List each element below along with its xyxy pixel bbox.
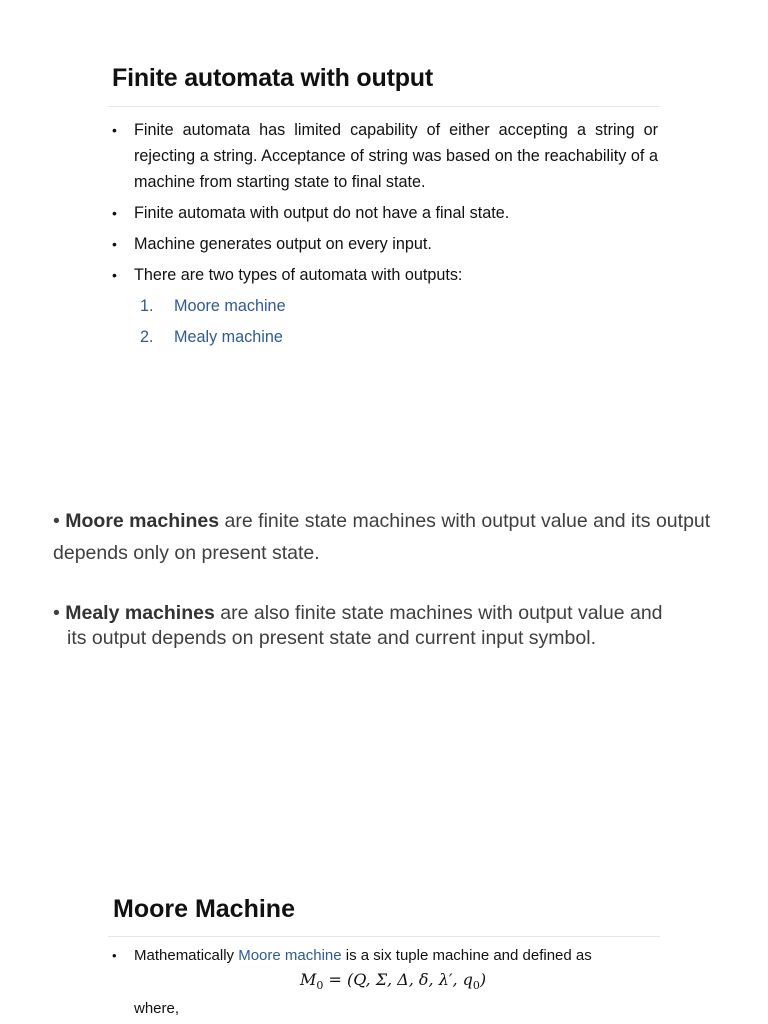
bullet-glyph: •: [112, 122, 117, 138]
formula-lhs-sub: 0: [316, 979, 324, 993]
slide-title-moore-machine: Moore Machine: [113, 895, 295, 923]
bullet-item: [112, 117, 658, 195]
slide-title-finite-automata: Finite automata with output: [112, 64, 433, 92]
bullet-glyph: •: [53, 510, 60, 532]
moore-tuple-formula: [300, 970, 486, 992]
bullet-glyph: •: [53, 602, 60, 624]
bullet-text: Machine generates output on every input.: [134, 235, 432, 253]
mealy-definition: [53, 601, 713, 651]
mealy-machine-link[interactable]: Mealy machine: [174, 328, 283, 346]
bullet-text: Finite automata has limited capability of either accepting a string or rejecting a string. Acceptance of string was based on the reachability of a machine from starting state to final state.: [134, 121, 658, 191]
mealy-description-line2: its output depends on present state and current input symbol.: [67, 627, 596, 649]
list-number: 2.: [140, 328, 154, 346]
title-divider: [108, 106, 660, 107]
moore-definition: [53, 505, 713, 569]
formula-end: ): [479, 970, 487, 989]
list-number: 1.: [140, 297, 154, 315]
bullet-item: [112, 945, 658, 967]
bullet-item: [112, 200, 658, 226]
bullet-glyph: •: [112, 236, 117, 252]
title-divider: [108, 936, 660, 937]
mealy-description-line1: are also finite state machines with output value and: [214, 602, 663, 624]
moore-term: Moore machines: [65, 510, 220, 532]
where-label: where,: [134, 1000, 180, 1017]
formula-rhs-sub: 0: [472, 979, 480, 993]
bullet-glyph: •: [112, 205, 117, 221]
moore-machine-link[interactable]: Moore machine: [238, 947, 342, 964]
numbered-item-mealy: [140, 324, 283, 350]
bullet-prefix: Mathematically: [134, 947, 239, 964]
bullet-item: [112, 262, 658, 288]
bullet-glyph: •: [112, 948, 117, 963]
bullet-text: [134, 947, 592, 964]
formula-rhs: = (Q, Σ, Δ, δ, λ′, q: [323, 970, 473, 989]
numbered-item-moore: [140, 293, 286, 319]
moore-machine-link[interactable]: Moore machine: [174, 297, 286, 315]
bullet-text: Finite automata with output do not have a final state.: [134, 204, 510, 222]
bullet-glyph: •: [112, 267, 117, 283]
bullet-suffix: is a six tuple machine and defined as: [341, 947, 592, 964]
mealy-term: Mealy machines: [65, 602, 215, 624]
moore-description: are finite state machines with output value and its output depends only on present state.: [53, 510, 711, 564]
bullet-item: [112, 231, 658, 257]
formula-lhs: M: [300, 970, 317, 989]
bullet-text: There are two types of automata with outputs:: [134, 266, 463, 284]
